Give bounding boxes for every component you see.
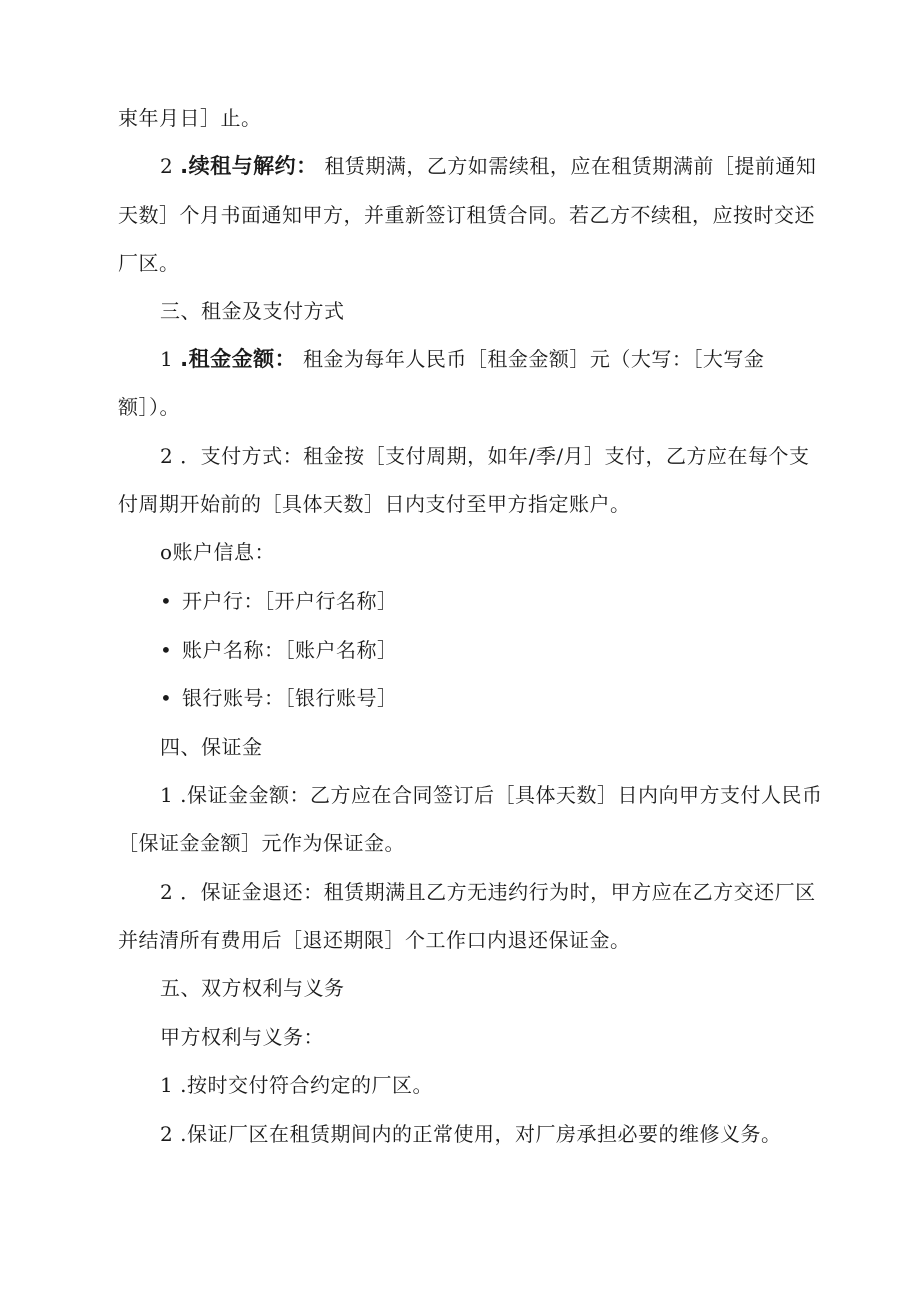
bullet-icon: • xyxy=(160,589,173,613)
clause-heading: .续租与解约： xyxy=(180,154,318,178)
text-line: 甲方权利与义务： xyxy=(160,1025,324,1049)
clause-renewal xyxy=(160,152,816,180)
clause-rent-amount xyxy=(160,345,764,373)
clause-text: 租赁期满，乙方如需续租，应在租赁期满前［提前通知 xyxy=(324,154,817,178)
list-item-text: 开户行：［开户行名称］ xyxy=(182,589,398,613)
section-heading: 四、保证金 xyxy=(160,735,263,759)
text-line: 束年月日］止。 xyxy=(118,106,262,130)
section-heading: 五、双方权利与义务 xyxy=(160,976,345,1000)
text-line: 1 .保证金金额：乙方应在合同签订后［具体天数］日内向甲方支付人民币 xyxy=(160,783,823,807)
clause-text: 租金为每年人民币［租金金额］元（大写：［大写金 xyxy=(302,347,765,371)
clause-number: 2 xyxy=(160,154,174,178)
text-line: 1 .按时交付符合约定的厂区。 xyxy=(160,1073,433,1097)
clause-heading: .租金金额： xyxy=(180,347,297,371)
bullet-icon: • xyxy=(160,638,173,662)
list-item xyxy=(160,587,398,615)
clause-number: 1 xyxy=(160,347,174,371)
text-line: 并结清所有费用后［退还期限］个工作口内退还保证金。 xyxy=(118,928,631,952)
text-line: 厂区。 xyxy=(118,251,180,275)
section-heading: 三、租金及支付方式 xyxy=(160,299,345,323)
list-item-text: 账户名称：［账户名称］ xyxy=(182,638,398,662)
text-line: 付周期开始前的［具体天数］日内支付至甲方指定账户。 xyxy=(118,492,631,516)
text-line: 天数］个月书面通知甲方，并重新签订租赁合同。若乙方不续租，应按时交还 xyxy=(118,203,815,227)
list-item xyxy=(160,636,398,664)
text-line: ［保证金金额］元作为保证金。 xyxy=(118,831,405,855)
list-item xyxy=(160,684,398,712)
text-line: 额］）。 xyxy=(118,395,180,419)
bullet-icon: • xyxy=(160,686,173,710)
text-line: 2 ．保证金退还：租赁期满且乙方无违约行为时，甲方应在乙方交还厂区 xyxy=(160,880,816,904)
text-line: 2 .保证厂区在租赁期间内的正常使用，对厂房承担必要的维修义务。 xyxy=(160,1122,782,1146)
text-line: o账户信息： xyxy=(160,540,276,564)
list-item-text: 银行账号：［银行账号］ xyxy=(182,686,398,710)
text-line: 2 ．支付方式：租金按［支付周期，如年/季/月］支付，乙方应在每个支 xyxy=(160,444,810,468)
